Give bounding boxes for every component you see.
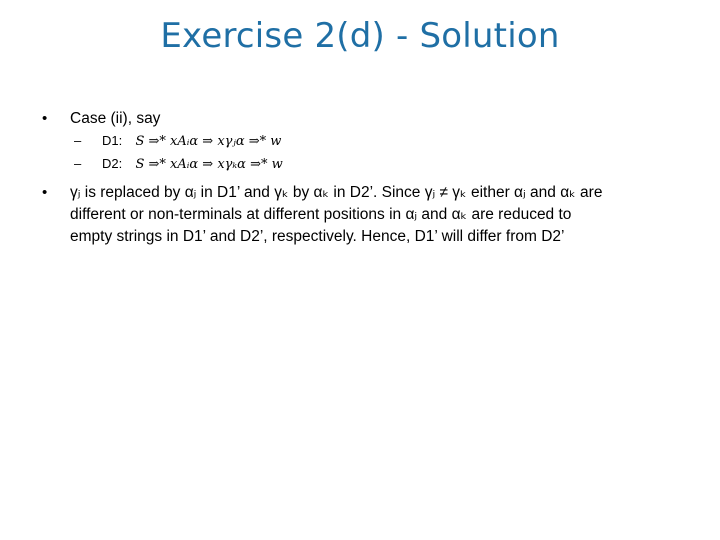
explanation-line-1: γⱼ is replaced by αⱼ in D1’ and γₖ by αₖ in D2’. Since γⱼ ≠ γₖ either αⱼ and αₖ are (70, 184, 603, 201)
slide-body (42, 108, 682, 248)
sub-bullet-dash: – (74, 156, 82, 171)
bullet-case-ii (42, 108, 682, 130)
explanation-line-3: empty strings in D1’ and D2’, respectively. Hence, D1’ will differ from D2’ (70, 228, 565, 245)
sub-bullet-dash: – (74, 133, 82, 148)
d1-derivation: S ⇒* xAᵢα ⇒ xγⱼα ⇒* w (135, 134, 282, 149)
explanation-line-2: different or non-terminals at different positions in αⱼ and αₖ are reduced to (70, 206, 572, 223)
d2-label: D2: (102, 156, 123, 171)
bullet-text: Case (ii), say (70, 110, 161, 127)
d2-derivation: S ⇒* xAᵢα ⇒ xγₖα ⇒* w (135, 157, 283, 172)
d1-label: D1: (102, 133, 123, 148)
slide-title: Exercise 2(d) - Solution (160, 16, 560, 56)
derivation-d1 (42, 130, 682, 153)
derivation-d2 (42, 153, 682, 176)
bullet-dot: • (42, 184, 48, 201)
bullet-explanation (42, 182, 682, 248)
bullet-dot: • (42, 110, 48, 127)
